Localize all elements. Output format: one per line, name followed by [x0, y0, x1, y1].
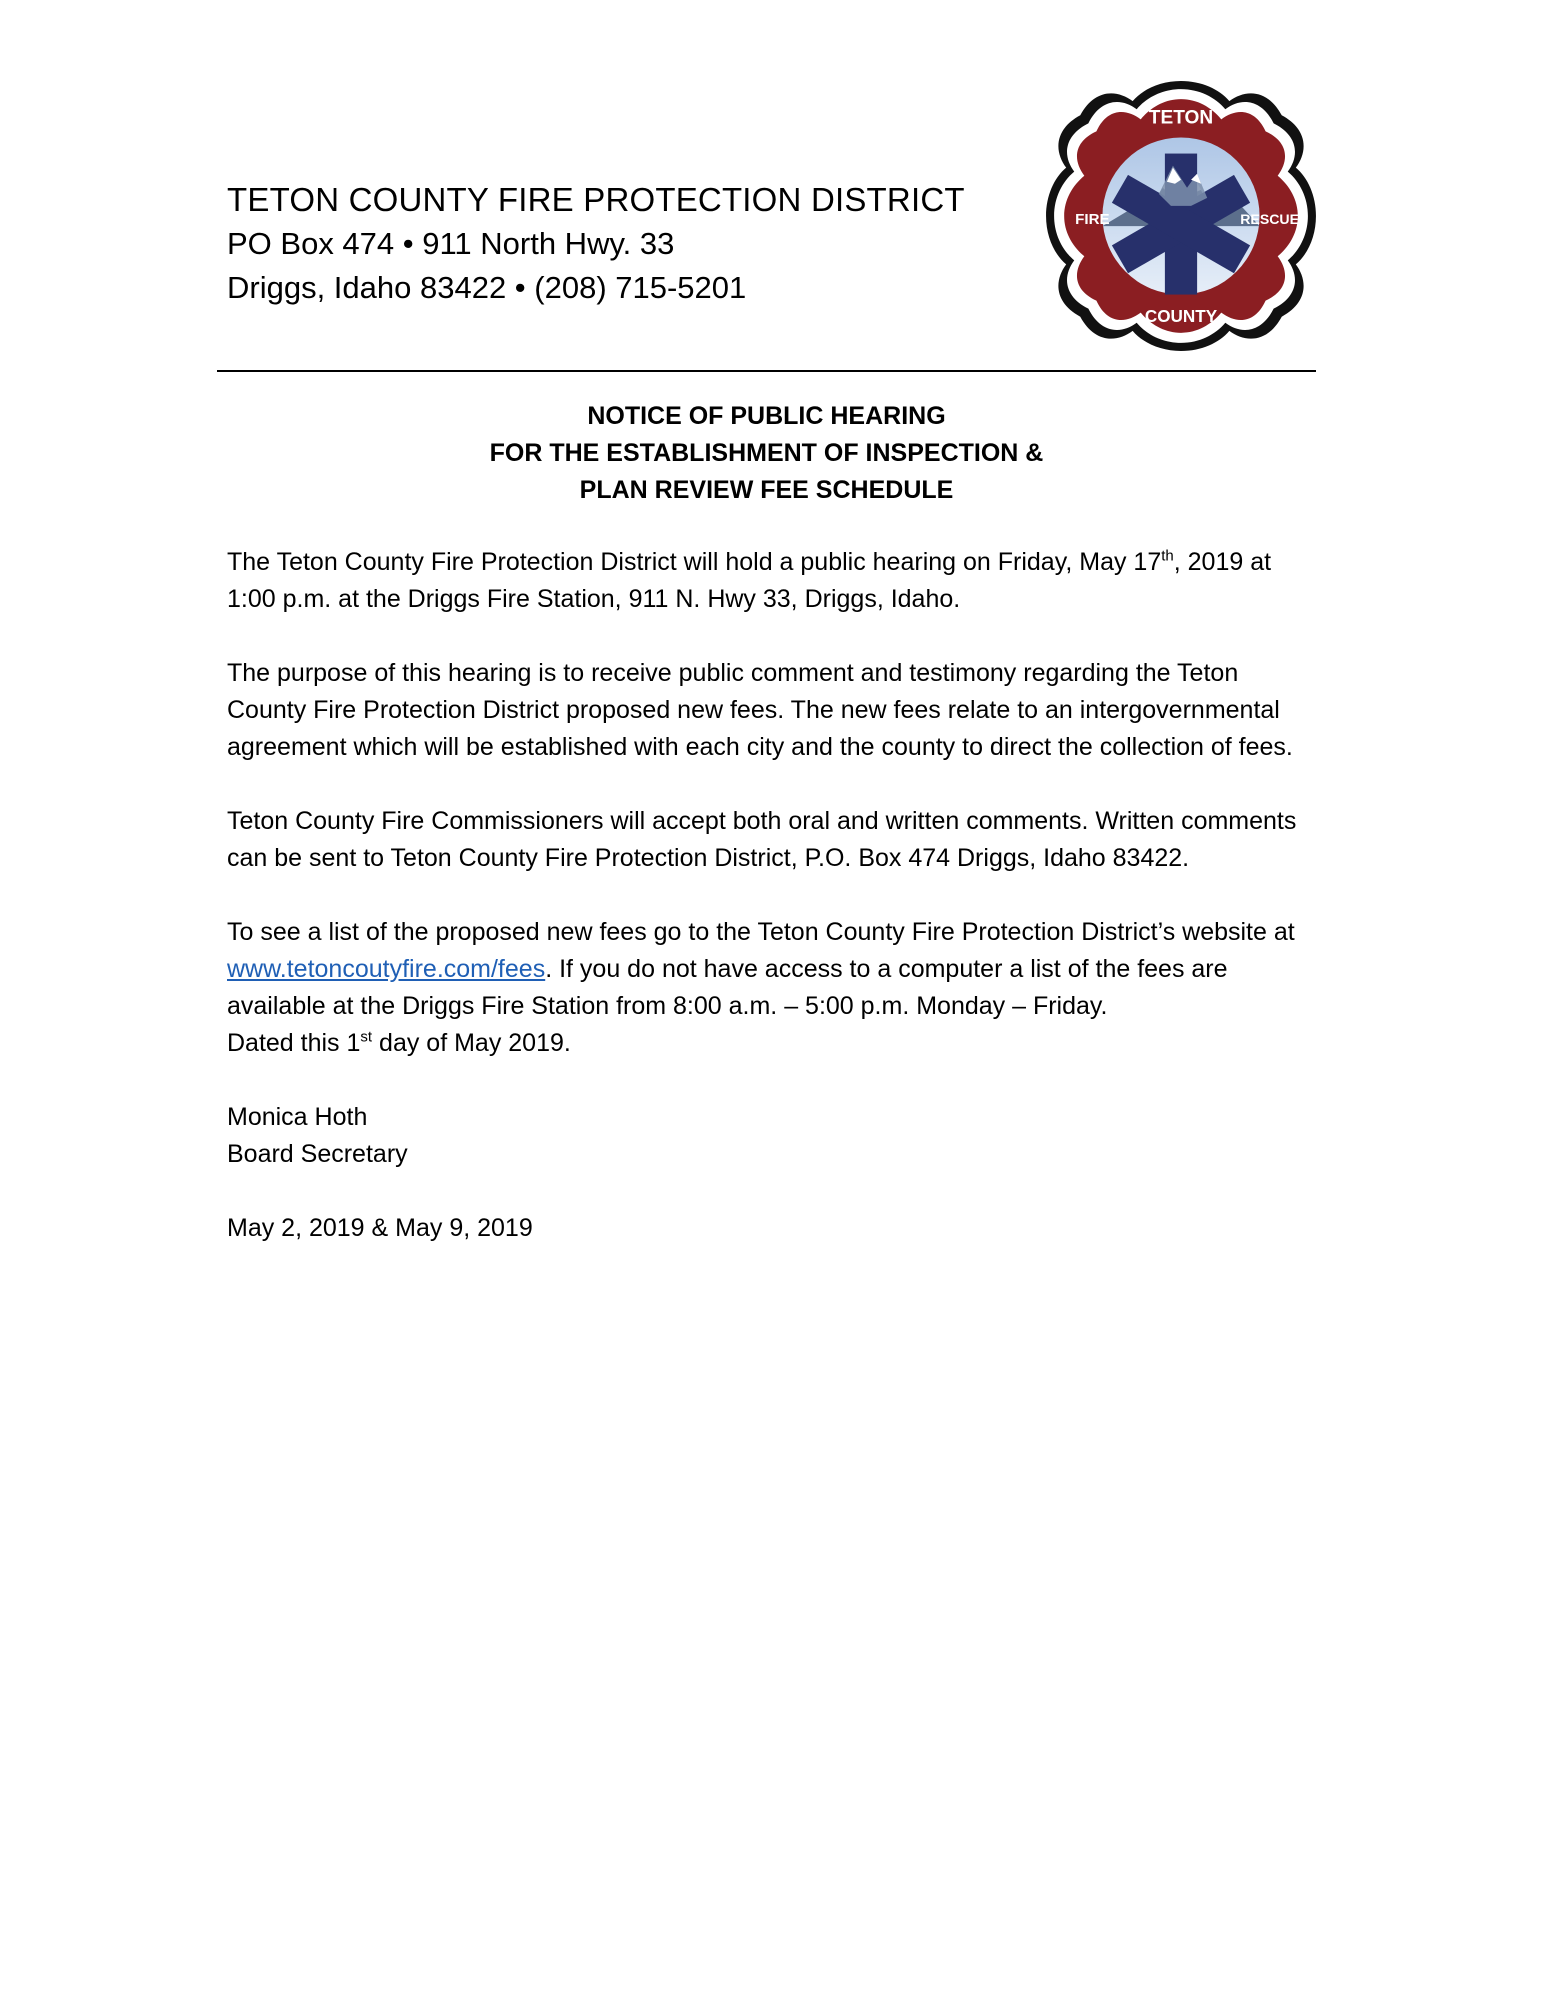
dated-line: Dated this 1st day of May 2019. — [227, 1028, 571, 1057]
paragraph-fees-list: To see a list of the proposed new fees go to the Teton County Fire Protection District’s website at www.tetoncoutyfire.com/fees. If you do not have access to a computer a list of the fees are available at the Driggs Fire Station from 8:00 a.m. – 5:00 p.m. Monday – Friday. — [227, 918, 1295, 1020]
logo-text-bottom: COUNTY — [1144, 306, 1218, 326]
signatory-role: Board Secretary — [227, 1140, 408, 1168]
paragraph-hearing-date: The Teton County Fire Protection District will hold a public hearing on Friday, May 17th, 2019 at 1:00 p.m. at the Driggs Fire Station, 911 N. Hwy 33, Driggs, Idaho. — [227, 547, 1272, 613]
header-divider — [217, 370, 1316, 372]
paragraph-comments: Teton County Fire Commissioners will accept both oral and written comments. Written comments can be sent to Teton County Fire Protection District, P.O. Box 474 Driggs, Idaho 83422. — [227, 807, 1297, 872]
organization-name: TETON COUNTY FIRE PROTECTION DISTRICT — [227, 181, 965, 218]
logo-text-top: TETON — [1148, 107, 1214, 129]
paragraph-purpose: The purpose of this hearing is to receive public comment and testimony regarding the Teton County Fire Protection District proposed new fees. The new fees relate to an intergovernmental agreement which will be established with each city and the county to direct the collection of fees. — [227, 659, 1293, 761]
signature-block — [227, 1099, 1322, 1173]
signatory-name: Monica Hoth — [227, 1103, 368, 1131]
fees-website-link[interactable]: www.tetoncoutyfire.com/fees — [227, 955, 546, 983]
publication-dates: May 2, 2019 & May 9, 2019 — [227, 1214, 533, 1242]
notice-body — [227, 544, 1322, 1284]
notice-title-line-3: PLAN REVIEW FEE SCHEDULE — [579, 476, 954, 504]
fire-district-logo — [1040, 75, 1322, 357]
notice-title — [217, 398, 1316, 509]
logo-text-right: RESCUE — [1240, 211, 1300, 228]
notice-title-line-1: NOTICE OF PUBLIC HEARING — [587, 402, 946, 430]
address-line-2: Driggs, Idaho 83422 • (208) 715-5201 — [227, 270, 747, 305]
notice-title-line-2: FOR THE ESTABLISHMENT OF INSPECTION & — [489, 439, 1044, 467]
logo-text-left: FIRE — [1075, 211, 1110, 229]
letterhead — [227, 178, 965, 310]
address-line-1: PO Box 474 • 911 North Hwy. 33 — [227, 226, 675, 261]
